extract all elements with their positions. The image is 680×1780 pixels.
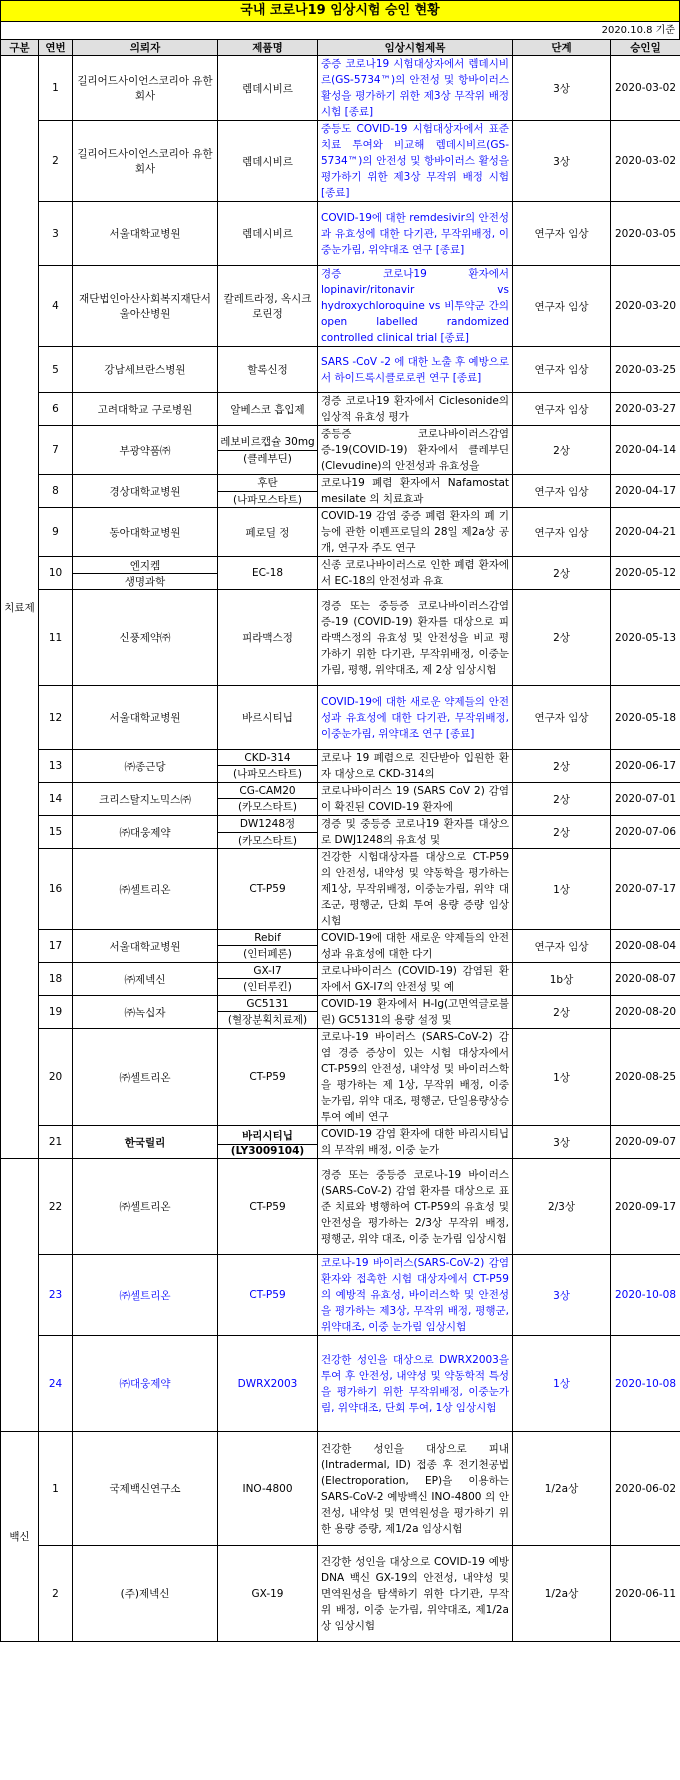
- table-row: [1, 1126, 680, 1159]
- table-row: [1, 963, 680, 996]
- cell-trial-title: 건강한 성인을 대상으로 DWRX2003을 투여 후 안전성, 내약성 및 약동학적 특성을 평가하기 위한 무작위배정, 이중눈가림, 위약대조, 단회 투여, 1상 임상시험: [318, 1336, 513, 1432]
- cell-approval-date: 2020-03-02: [611, 56, 680, 121]
- table-row: [1, 849, 680, 930]
- sponsor-line-1: 엔지켐: [73, 558, 217, 574]
- table-row: [1, 557, 680, 590]
- cell-trial-title: 중증 코로나19 시험대상자에서 렘데시비르(GS-5734™)의 안전성 및 항바이러스 활성을 평가하기 위한 제3상 무작위 배정 시험 [종료]: [318, 56, 513, 121]
- cell-product: DWRX2003: [218, 1336, 318, 1432]
- cell-phase: 3상: [513, 121, 611, 202]
- cell-phase: 3상: [513, 1126, 611, 1159]
- product-line-2: (카모스타트): [238, 835, 297, 847]
- cell-phase: 1/2a상: [513, 1432, 611, 1546]
- table-row: [1, 996, 680, 1029]
- table-row: [1, 750, 680, 783]
- cell-approval-date: 2020-04-21: [611, 508, 680, 557]
- cell-no: 12: [39, 686, 73, 750]
- cell-sponsor: (주)제넥신: [73, 1546, 218, 1642]
- cell-approval-date: 2020-07-01: [611, 783, 680, 816]
- product-line-2: (LY3009104): [230, 1144, 305, 1157]
- cell-approval-date: 2020-04-14: [611, 426, 680, 475]
- cell-product: GX-19: [218, 1546, 318, 1642]
- cell-sponsor: 서울대학교병원: [73, 930, 218, 963]
- page-title: 국내 코로나19 임상시험 승인 현황: [0, 0, 680, 22]
- cell-approval-date: 2020-06-17: [611, 750, 680, 783]
- table-row: [1, 202, 680, 266]
- cell-no: 18: [39, 963, 73, 996]
- table-row: [1, 686, 680, 750]
- cell-no: 17: [39, 930, 73, 963]
- cell-trial-title: COVID-19에 대한 새로운 약제들의 안전성과 유효성에 대한 다기관, 무작위배정, 이중눈가림, 위약대조 연구 [종료]: [318, 686, 513, 750]
- cell-sponsor: 한국릴리: [73, 1126, 218, 1159]
- cell-phase: 1상: [513, 849, 611, 930]
- table-row: [1, 426, 680, 475]
- header-product: 제품명: [218, 40, 318, 56]
- product-line-2: (인터루킨): [243, 980, 292, 993]
- cell-sponsor: 재단법인아산사회복지재단서울아산병원: [73, 266, 218, 347]
- date-note: 2020.10.8 기준: [0, 22, 680, 39]
- category-vaccine: 백신: [1, 1432, 39, 1642]
- cell-product: [218, 475, 318, 508]
- cell-sponsor: 강남세브란스병원: [73, 347, 218, 393]
- cell-trial-title: 코로나바이러스 (COVID-19) 감염된 환자에서 GX-I7의 안전성 및 예: [318, 963, 513, 996]
- cell-no: 11: [39, 590, 73, 686]
- cell-approval-date: 2020-09-07: [611, 1126, 680, 1159]
- cell-trial-title: 건강한 성인을 대상으로 COVID-19 예방 DNA 백신 GX-19의 안전성, 내약성 및 면역원성을 탐색하기 위한 다기관, 무작위 배정, 이중 눈가림, 위약대조, 제1/2a상 임상시험: [318, 1546, 513, 1642]
- cell-trial-title: 코로나-19 바이러스(SARS-CoV-2) 감염 환자와 접촉한 시험 대상자에서 CT-P59의 예방적 유효성, 바이러스학 및 안전성을 평가하는 제3상, 무작위 배정, 평행군, 위약대조, 이중 눈가림 임상시험: [318, 1255, 513, 1336]
- header-row: [1, 40, 680, 56]
- cell-approval-date: 2020-08-20: [611, 996, 680, 1029]
- cell-sponsor: 국제백신연구소: [73, 1432, 218, 1546]
- cell-sponsor: ㈜대웅제약: [73, 1336, 218, 1432]
- cell-phase: 연구자 임상: [513, 686, 611, 750]
- cell-product: 렘데시비르: [218, 56, 318, 121]
- cell-approval-date: 2020-10-08: [611, 1336, 680, 1432]
- product-line-2: (클레부딘): [243, 453, 292, 465]
- table-row: [1, 56, 680, 121]
- cell-phase: 연구자 임상: [513, 393, 611, 426]
- cell-no: 19: [39, 996, 73, 1029]
- table-row: [1, 266, 680, 347]
- table-row: [1, 590, 680, 686]
- cell-phase: 연구자 임상: [513, 202, 611, 266]
- cell-trial-title: 신종 코로나바이러스로 인한 폐렴 환자에서 EC-18의 안전성과 유효: [318, 557, 513, 590]
- table-row: [1, 475, 680, 508]
- cell-trial-title: 경증 코로나19 환자에서 Ciclesonide의 임상적 유효성 평가: [318, 393, 513, 426]
- cell-product: [218, 783, 318, 816]
- cell-phase: 1/2a상: [513, 1546, 611, 1642]
- product-line-1: GX-I7: [218, 965, 317, 979]
- cell-sponsor: 크리스탈지노믹스㈜: [73, 783, 218, 816]
- cell-no: 10: [39, 557, 73, 590]
- product-line-2: (나파모스타트): [232, 494, 303, 506]
- cell-sponsor: 부광약품㈜: [73, 426, 218, 475]
- cell-phase: 연구자 임상: [513, 508, 611, 557]
- product-line-1: CG-CAM20: [218, 785, 317, 799]
- cell-product: 바르시티닙: [218, 686, 318, 750]
- cell-sponsor: ㈜셀트리온: [73, 1255, 218, 1336]
- cell-product: 피라맥스정: [218, 590, 318, 686]
- product-line-1: 레보비르캡슐 30mg: [218, 434, 317, 451]
- cell-phase: 2상: [513, 557, 611, 590]
- cell-phase: 1b상: [513, 963, 611, 996]
- cell-trial-title: 건강한 성인을 대상으로 피내(Intradermal, ID) 접종 후 전기천공법(Electroporation, EP)을 이용하는 SARS-CoV-2 예방백신 INO-4800 의 안전성, 내약성 및 면역원성을 평가하기 위한 용량 증량, 제1/2a 임상시험: [318, 1432, 513, 1546]
- cell-product: [218, 930, 318, 963]
- cell-approval-date: 2020-03-20: [611, 266, 680, 347]
- cell-product: 칼레트라정, 옥시크로린정: [218, 266, 318, 347]
- cell-sponsor: 길리어드사이언스코리아 유한회사: [73, 56, 218, 121]
- cell-no: 1: [39, 1432, 73, 1546]
- cell-no: 3: [39, 202, 73, 266]
- cell-phase: 2상: [513, 590, 611, 686]
- cell-phase: 연구자 임상: [513, 347, 611, 393]
- cell-approval-date: 2020-07-17: [611, 849, 680, 930]
- cell-sponsor: ㈜종근당: [73, 750, 218, 783]
- cell-trial-title: 건강한 시험대상자를 대상으로 CT-P59의 안전성, 내약성 및 약동학을 평가하는 제1상, 무작위배정, 이중눈가림, 위약 대조군, 평행군, 단회 투여 용량 증량 임상시험: [318, 849, 513, 930]
- cell-no: 6: [39, 393, 73, 426]
- cell-no: 23: [39, 1255, 73, 1336]
- cell-product: CT-P59: [218, 849, 318, 930]
- table-row: [1, 816, 680, 849]
- header-no: 연번: [39, 40, 73, 56]
- cell-approval-date: 2020-07-06: [611, 816, 680, 849]
- cell-trial-title: 경증 코로나19 환자에서 lopinavir/ritonavir vs hydroxychloroquine vs 비투약군 간의 open labelled randomized controlled clinical trial [종료]: [318, 266, 513, 347]
- table-row: [1, 347, 680, 393]
- header-phase: 단계: [513, 40, 611, 56]
- cell-approval-date: 2020-05-18: [611, 686, 680, 750]
- table-row: [1, 1432, 680, 1546]
- cell-product: [218, 426, 318, 475]
- cell-approval-date: 2020-03-25: [611, 347, 680, 393]
- cell-phase: 2상: [513, 996, 611, 1029]
- cell-product: 페로딜 정: [218, 508, 318, 557]
- cell-trial-title: COVID-19 감염 중증 폐렴 환자의 폐 기능에 관한 이펜프로딜의 28일 제2a상 공개, 연구자 주도 연구: [318, 508, 513, 557]
- table-row: [1, 1336, 680, 1432]
- cell-trial-title: 코로나-19 바이러스 (SARS-CoV-2) 감염 경증 증상이 있는 시험 대상자에서 CT-P59의 안전성, 내약성 및 바이러스학을 평가하는 제 1상, 무작위 배정, 이중 눈가림, 위약 대조, 평행군, 단일용량상승 투여 예비 연구: [318, 1029, 513, 1126]
- cell-no: 20: [39, 1029, 73, 1126]
- cell-no: 16: [39, 849, 73, 930]
- cell-product: [218, 963, 318, 996]
- category-treatment-cont: [1, 1159, 39, 1432]
- cell-phase: 1상: [513, 1029, 611, 1126]
- cell-no: 7: [39, 426, 73, 475]
- cell-sponsor: ㈜대웅제약: [73, 816, 218, 849]
- cell-sponsor: [73, 557, 218, 590]
- table-row: [1, 121, 680, 202]
- cell-sponsor: ㈜제넥신: [73, 963, 218, 996]
- cell-sponsor: 서울대학교병원: [73, 686, 218, 750]
- table-row: [1, 393, 680, 426]
- cell-phase: 2/3상: [513, 1159, 611, 1255]
- cell-phase: 연구자 임상: [513, 266, 611, 347]
- cell-trial-title: 코로나바이러스 19 (SARS CoV 2) 감염이 확진된 COVID-19 환자에: [318, 783, 513, 816]
- cell-phase: 2상: [513, 426, 611, 475]
- header-category: 구분: [1, 40, 39, 56]
- cell-approval-date: 2020-08-25: [611, 1029, 680, 1126]
- cell-product: [218, 1126, 318, 1159]
- cell-approval-date: 2020-10-08: [611, 1255, 680, 1336]
- cell-product: [218, 816, 318, 849]
- cell-no: 13: [39, 750, 73, 783]
- cell-trial-title: 코로나19 폐렴 환자에서 Nafamostat mesilate 의 치료효과: [318, 475, 513, 508]
- cell-trial-title: COVID-19에 대한 remdesivir의 안전성과 유효성에 대한 다기관, 무작위배정, 이중눈가림, 위약대조 연구 [종료]: [318, 202, 513, 266]
- cell-sponsor: 서울대학교병원: [73, 202, 218, 266]
- cell-product: CT-P59: [218, 1029, 318, 1126]
- product-line-1: GC5131: [218, 998, 317, 1012]
- cell-trial-title: COVID-19 환자에서 H-Ig(고면역글로불린) GC5131의 용량 설정 및: [318, 996, 513, 1029]
- cell-trial-title: 중등도 COVID-19 시험대상자에서 표준 치료 투여와 비교해 렘데시비르(GS-5734™)의 안전성 및 항바이러스 활성을 평가하기 위한 제3상 무작위 배정 시험 [종료]: [318, 121, 513, 202]
- product-line-2: (인터페론): [243, 947, 292, 960]
- cell-no: 5: [39, 347, 73, 393]
- cell-phase: 연구자 임상: [513, 930, 611, 963]
- cell-product: 렘데시비르: [218, 202, 318, 266]
- cell-product: [218, 996, 318, 1029]
- cell-sponsor: 길리어드사이언스코리아 유한회사: [73, 121, 218, 202]
- table-row: [1, 1255, 680, 1336]
- sponsor-line-2: 생명과학: [124, 575, 166, 588]
- cell-trial-title: COVID-19 감염 환자에 대한 바리시티닙의 무작위 배정, 이중 눈가: [318, 1126, 513, 1159]
- cell-approval-date: 2020-04-17: [611, 475, 680, 508]
- cell-product: 렘데시비르: [218, 121, 318, 202]
- cell-trial-title: 경증 또는 중등증 코로나바이러스감염증-19 (COVID-19) 환자를 대상으로 피라맥스정의 유효성 및 안전성을 비교 평가하기 위한 다기관, 무작위배정, 이중눈가림, 평행, 위약대조, 제 2상 임상시험: [318, 590, 513, 686]
- cell-product: 알베스코 흡입제: [218, 393, 318, 426]
- cell-sponsor: 고려대학교 구로병원: [73, 393, 218, 426]
- cell-sponsor: ㈜녹십자: [73, 996, 218, 1029]
- table-row: [1, 1159, 680, 1255]
- cell-trial-title: SARS -CoV -2 에 대한 노출 후 예방으로서 하이드록시클로로퀸 연구 [종료]: [318, 347, 513, 393]
- table-row: [1, 930, 680, 963]
- cell-sponsor: ㈜셀트리온: [73, 849, 218, 930]
- cell-product: EC-18: [218, 557, 318, 590]
- table-row: [1, 1546, 680, 1642]
- cell-phase: 3상: [513, 56, 611, 121]
- table-row: [1, 1029, 680, 1126]
- cell-sponsor: ㈜셀트리온: [73, 1029, 218, 1126]
- header-trial-title: 임상시험제목: [318, 40, 513, 56]
- cell-trial-title: 중등증 코로나바이러스감염증-19(COVID-19) 환자에서 클레부딘(Clevudine)의 안전성과 유효성을: [318, 426, 513, 475]
- cell-approval-date: 2020-09-17: [611, 1159, 680, 1255]
- product-line-2: (나파모스타트): [232, 767, 303, 780]
- cell-no: 2: [39, 1546, 73, 1642]
- cell-product: [218, 750, 318, 783]
- cell-no: 8: [39, 475, 73, 508]
- cell-sponsor: 동아대학교병원: [73, 508, 218, 557]
- cell-approval-date: 2020-05-13: [611, 590, 680, 686]
- category-treatment: 치료제: [1, 56, 39, 1159]
- cell-sponsor: 경상대학교병원: [73, 475, 218, 508]
- header-approval-date: 승인일: [611, 40, 680, 56]
- cell-product: INO-4800: [218, 1432, 318, 1546]
- trial-table: [0, 39, 680, 1642]
- cell-no: 24: [39, 1336, 73, 1432]
- cell-approval-date: 2020-06-02: [611, 1432, 680, 1546]
- cell-phase: 2상: [513, 750, 611, 783]
- cell-no: 4: [39, 266, 73, 347]
- cell-sponsor: ㈜셀트리온: [73, 1159, 218, 1255]
- cell-approval-date: 2020-08-07: [611, 963, 680, 996]
- cell-no: 2: [39, 121, 73, 202]
- product-line-1: 후탄: [218, 475, 317, 492]
- product-line-1: CKD-314: [218, 752, 317, 766]
- product-line-1: Rebif: [218, 932, 317, 946]
- cell-approval-date: 2020-03-02: [611, 121, 680, 202]
- cell-trial-title: 경증 또는 중등증 코로나-19 바이러스(SARS-CoV-2) 감염 환자를 대상으로 표준 치료와 병행하여 CT-P59의 유효성 및 안전성을 평가하는 2/3상 무작위 배정, 평행군, 위약 대조, 이중 눈가림 임상시험: [318, 1159, 513, 1255]
- product-line-1: 바리시티닙: [218, 1128, 317, 1145]
- cell-phase: 2상: [513, 816, 611, 849]
- cell-phase: 2상: [513, 783, 611, 816]
- cell-approval-date: 2020-05-12: [611, 557, 680, 590]
- cell-no: 9: [39, 508, 73, 557]
- cell-trial-title: COVID-19에 대한 새로운 약제들의 안전성과 유효성에 대한 다기: [318, 930, 513, 963]
- cell-phase: 연구자 임상: [513, 475, 611, 508]
- product-line-1: DW1248정: [218, 816, 317, 833]
- cell-approval-date: 2020-03-05: [611, 202, 680, 266]
- cell-product: CT-P59: [218, 1159, 318, 1255]
- cell-approval-date: 2020-03-27: [611, 393, 680, 426]
- cell-sponsor: 신풍제약㈜: [73, 590, 218, 686]
- cell-no: 14: [39, 783, 73, 816]
- product-line-2: (혈장분획치료제): [227, 1013, 308, 1026]
- header-sponsor: 의뢰자: [73, 40, 218, 56]
- product-line-2: (카모스타트): [238, 800, 297, 813]
- cell-trial-title: 경증 및 중등증 코로나19 환자를 대상으로 DWJ1248의 유효성 및: [318, 816, 513, 849]
- cell-approval-date: 2020-06-11: [611, 1546, 680, 1642]
- cell-product: 할록신정: [218, 347, 318, 393]
- table-row: [1, 783, 680, 816]
- cell-phase: 3상: [513, 1255, 611, 1336]
- cell-no: 15: [39, 816, 73, 849]
- cell-approval-date: 2020-08-04: [611, 930, 680, 963]
- cell-phase: 1상: [513, 1336, 611, 1432]
- table-row: [1, 508, 680, 557]
- cell-no: 21: [39, 1126, 73, 1159]
- cell-no: 22: [39, 1159, 73, 1255]
- cell-no: 1: [39, 56, 73, 121]
- cell-trial-title: 코로나 19 폐렴으로 진단받아 입원한 환자 대상으로 CKD-314의: [318, 750, 513, 783]
- cell-product: CT-P59: [218, 1255, 318, 1336]
